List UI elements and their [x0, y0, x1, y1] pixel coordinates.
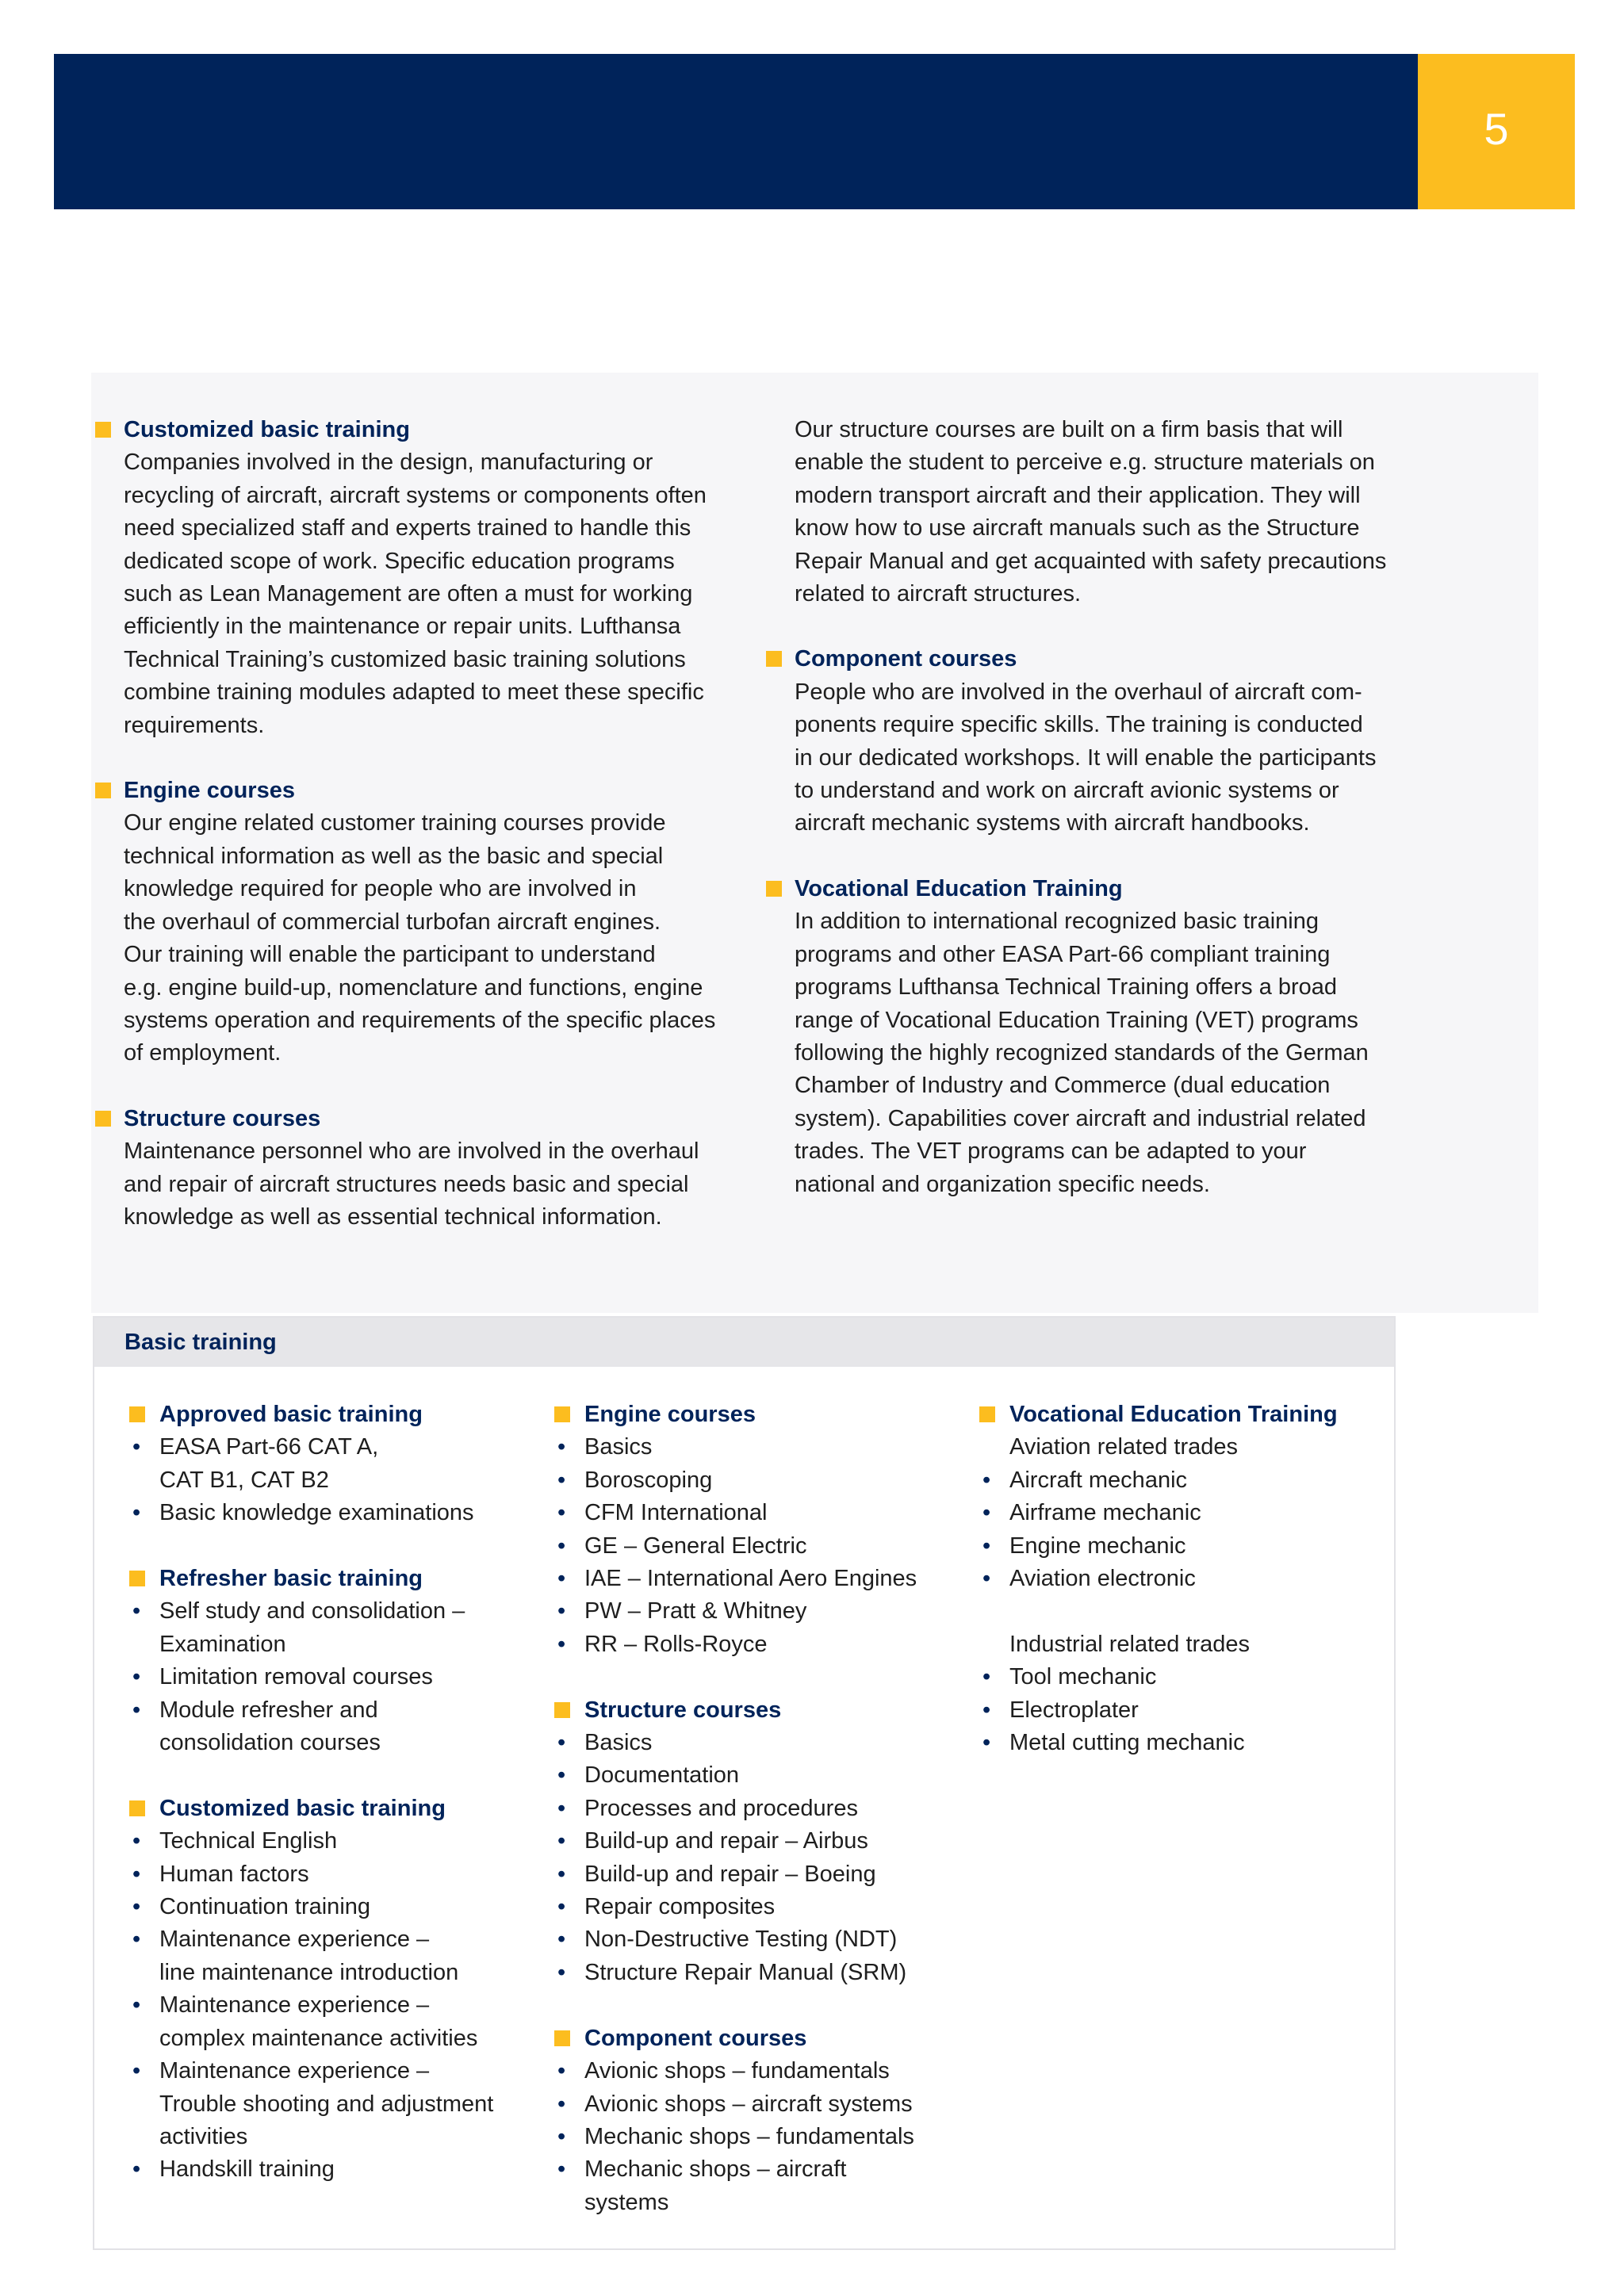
bullet-dot-icon: • [557, 1927, 566, 1953]
body-line: such as Lean Management are often a must for working [124, 581, 693, 607]
square-bullet-icon [554, 1406, 570, 1422]
course-item [978, 1530, 1390, 1563]
course-item-line: Build-up and repair – Boeing [584, 1861, 876, 1887]
section-body [94, 446, 744, 742]
bullet-dot-icon: • [557, 1434, 566, 1460]
course-item [553, 1727, 965, 1759]
body-line: and repair of aircraft structures needs basic and special [124, 1171, 689, 1197]
section-body [94, 1135, 744, 1234]
bullet-dot-icon: • [557, 1959, 566, 1985]
bullet-dot-icon: • [557, 1828, 566, 1854]
body-line: Maintenance personnel who are involved in the overhaul [124, 1138, 699, 1165]
square-bullet-icon [129, 1800, 145, 1816]
body-line: aircraft mechanic systems with aircraft handbooks. [795, 810, 1310, 836]
body-line: know how to use aircraft manuals such as the Structure [795, 515, 1360, 541]
bullet-dot-icon: • [557, 2058, 566, 2084]
course-item-line: Basics [584, 1434, 653, 1460]
course-list [553, 2055, 965, 2219]
course-group-title: Refresher basic training [159, 1566, 423, 1592]
intro-section [94, 1103, 744, 1234]
course-item [553, 1464, 965, 1497]
bullet-dot-icon: • [557, 1861, 566, 1887]
intro-section [94, 414, 744, 742]
course-item-line: GE – General Electric [584, 1533, 807, 1559]
square-bullet-icon [95, 422, 111, 438]
square-bullet-icon [554, 1702, 570, 1718]
course-item-line: EASA Part-66 CAT A, [159, 1434, 379, 1460]
body-line: range of Vocational Education Training (VET) programs [795, 1007, 1358, 1033]
course-item-line: consolidation courses [159, 1730, 381, 1756]
course-item [553, 2055, 965, 2087]
course-item-line: PW – Pratt & Whitney [584, 1598, 807, 1624]
body-line: technical information as well as the basic and special [124, 843, 664, 869]
bullet-dot-icon: • [132, 1861, 141, 1887]
course-item-line: Electroplater [1009, 1697, 1139, 1723]
body-line: programs and other EASA Part-66 compliant training [795, 941, 1331, 967]
basic-training-box [93, 1316, 1396, 2250]
intro-section [94, 775, 744, 1070]
basic-training-title: Basic training [94, 1318, 1394, 1367]
bullet-dot-icon: • [982, 1500, 991, 1526]
course-group-heading [553, 2022, 965, 2055]
course-item-line: activities [159, 2123, 248, 2149]
course-group [128, 1563, 540, 1759]
course-list [553, 1431, 965, 1661]
section-heading [764, 873, 1415, 905]
section-heading [94, 1103, 744, 1135]
body-line: combine training modules adapted to meet these specific [124, 679, 704, 706]
square-bullet-icon [554, 2030, 570, 2046]
bullet-dot-icon: • [557, 1730, 566, 1756]
square-bullet-icon [129, 1571, 145, 1586]
course-group [553, 1399, 965, 1661]
body-line: Technical Training’s customized basic training solutions [124, 646, 686, 672]
bullet-dot-icon: • [557, 1566, 566, 1592]
course-item [553, 1595, 965, 1628]
square-bullet-icon [979, 1406, 995, 1422]
bullet-dot-icon: • [132, 1894, 141, 1920]
aviation-trades-heading: Aviation related trades [1009, 1434, 1239, 1460]
body-line: Our structure courses are built on a firm basis that will [795, 417, 1343, 442]
course-item-line: Trouble shooting and adjustment [159, 2091, 494, 2117]
intro-right-column [764, 414, 1415, 1234]
course-item-line: CAT B1, CAT B2 [159, 1467, 329, 1493]
section-heading [764, 643, 1415, 675]
bullet-dot-icon: • [557, 1631, 566, 1657]
section-heading [94, 414, 744, 446]
bullet-dot-icon: • [982, 1467, 991, 1493]
course-item-line: IAE – International Aero Engines [584, 1566, 917, 1592]
course-item [553, 1957, 965, 1989]
body-line: Companies involved in the design, manufacturing or [124, 450, 653, 476]
bullet-dot-icon: • [982, 1566, 991, 1592]
course-item-line: Human factors [159, 1861, 309, 1887]
course-item [553, 1431, 965, 1464]
course-group [128, 1399, 540, 1530]
course-item-line: Metal cutting mechanic [1009, 1730, 1245, 1756]
course-item [978, 1464, 1390, 1497]
body-line: In addition to international recognized basic training [795, 909, 1319, 935]
bullet-dot-icon: • [132, 1434, 141, 1460]
bullet-dot-icon: • [557, 2123, 566, 2149]
body-line: requirements. [124, 712, 265, 738]
course-item-line: complex maintenance activities [159, 2025, 478, 2051]
course-item [553, 1628, 965, 1661]
body-line: systems operation and requirements of the specific places [124, 1007, 716, 1033]
course-item [553, 1497, 965, 1529]
bullet-dot-icon: • [982, 1533, 991, 1559]
body-line: trades. The VET programs can be adapted to your [795, 1138, 1307, 1165]
basic-training-column-3 [978, 1399, 1390, 1793]
bullet-dot-icon: • [132, 2156, 141, 2183]
course-item-line: Avionic shops – fundamentals [584, 2058, 890, 2084]
course-group-title: Engine courses [584, 1402, 756, 1427]
section-body [764, 676, 1415, 840]
intro-left-column [94, 414, 744, 1266]
bullet-dot-icon: • [557, 1500, 566, 1526]
course-group-heading [128, 1399, 540, 1431]
course-item [128, 1858, 540, 1891]
square-bullet-icon [129, 1406, 145, 1422]
course-item-line: Basics [584, 1730, 653, 1756]
body-line: Our engine related customer training courses provide [124, 810, 666, 836]
course-item-line: Non-Destructive Testing (NDT) [584, 1927, 898, 1953]
course-item-line: Build-up and repair – Airbus [584, 1828, 868, 1854]
basic-training-column-1 [128, 1399, 540, 2219]
bullet-dot-icon: • [557, 1533, 566, 1559]
course-item-line: CFM International [584, 1500, 768, 1526]
page-number-tab [1418, 54, 1575, 209]
bullet-dot-icon: • [557, 1894, 566, 1920]
section-body [764, 414, 1415, 610]
bullet-dot-icon: • [557, 1762, 566, 1789]
course-item [978, 1497, 1390, 1529]
course-item [553, 1858, 965, 1891]
course-item-line: Mechanic shops – fundamentals [584, 2123, 914, 2149]
course-item-line: Airframe mechanic [1009, 1500, 1201, 1526]
body-line: Chamber of Industry and Commerce (dual education [795, 1073, 1331, 1099]
body-line: ponents require specific skills. The training is conducted [795, 712, 1363, 738]
course-item [553, 1793, 965, 1825]
body-line: system). Capabilities cover aircraft and industrial related [795, 1105, 1366, 1131]
course-item-line: Processes and procedures [584, 1795, 858, 1821]
course-item [978, 1563, 1390, 1595]
course-item [128, 1595, 540, 1661]
body-line: of employment. [124, 1040, 282, 1066]
section-title: Component courses [795, 646, 1017, 672]
course-item [553, 1759, 965, 1792]
course-item-line: Documentation [584, 1762, 740, 1789]
course-item-line: Module refresher and [159, 1697, 378, 1723]
body-line: related to aircraft structures. [795, 581, 1082, 607]
course-item [128, 2055, 540, 2153]
course-item-line: systems [584, 2189, 669, 2215]
course-item [553, 1530, 965, 1563]
course-item [128, 1694, 540, 1760]
body-line: efficiently in the maintenance or repair units. Lufthansa [124, 614, 681, 640]
course-item-line: Limitation removal courses [159, 1664, 433, 1690]
section-body [764, 905, 1415, 1201]
section-title: Customized basic training [124, 417, 410, 442]
course-item [553, 1891, 965, 1923]
course-group [978, 1399, 1390, 1759]
section-title: Vocational Education Training [795, 875, 1123, 901]
bullet-dot-icon: • [132, 1664, 141, 1690]
course-item [553, 2121, 965, 2153]
square-bullet-icon [766, 881, 782, 897]
course-item-line: Maintenance experience – [159, 2058, 430, 2084]
course-item-line: Handskill training [159, 2156, 335, 2183]
body-line: dedicated scope of work. Specific education programs [124, 548, 675, 574]
body-line: knowledge required for people who are involved in [124, 876, 637, 902]
course-item-line: Aviation electronic [1009, 1566, 1196, 1592]
course-item [553, 1563, 965, 1595]
course-item-line: Basic knowledge examinations [159, 1500, 474, 1526]
course-item-line: Mechanic shops – aircraft [584, 2156, 847, 2183]
course-item-line: RR – Rolls-Royce [584, 1631, 768, 1657]
bullet-dot-icon: • [982, 1664, 991, 1690]
course-item [128, 1825, 540, 1858]
industrial-trades-list [978, 1661, 1390, 1759]
body-line: need specialized staff and experts trained to handle this [124, 515, 691, 541]
body-line: to understand and work on aircraft avionic systems or [795, 778, 1339, 804]
course-item-line: line maintenance introduction [159, 1959, 459, 1985]
course-group [128, 1793, 540, 2187]
body-line: recycling of aircraft, aircraft systems or components often [124, 482, 707, 508]
body-line: programs Lufthansa Technical Training offers a broad [795, 974, 1338, 1001]
course-group [553, 2022, 965, 2219]
course-group-heading [553, 1694, 965, 1727]
bullet-dot-icon: • [982, 1697, 991, 1723]
course-item [128, 2153, 540, 2186]
course-item [553, 1825, 965, 1858]
bullet-dot-icon: • [132, 1992, 141, 2019]
page-number: 5 [1484, 104, 1509, 154]
bullet-dot-icon: • [132, 1598, 141, 1624]
course-group-title: Structure courses [584, 1697, 782, 1723]
course-item-line: Boroscoping [584, 1467, 713, 1493]
course-list [128, 1431, 540, 1529]
bullet-dot-icon: • [557, 1598, 566, 1624]
body-line: Our training will enable the participant to understand [124, 942, 656, 968]
section-title: Engine courses [124, 778, 295, 804]
course-group [553, 1694, 965, 1990]
course-item-line: Maintenance experience – [159, 1992, 430, 2019]
course-item [128, 1497, 540, 1529]
course-list [553, 1727, 965, 1989]
body-line: following the highly recognized standards of the German [795, 1039, 1369, 1066]
body-line: modern transport aircraft and their application. They will [795, 482, 1361, 508]
section-body [94, 807, 744, 1070]
course-item [128, 1891, 540, 1923]
bullet-dot-icon: • [132, 1927, 141, 1953]
course-group-heading [978, 1399, 1390, 1431]
body-line: People who are involved in the overhaul of aircraft com- [795, 679, 1362, 705]
course-group-title: Approved basic training [159, 1402, 423, 1427]
body-line: e.g. engine build-up, nomenclature and functions, engine [124, 974, 703, 1001]
body-line: enable the student to perceive e.g. structure materials on [795, 450, 1375, 476]
basic-training-column-2 [553, 1399, 965, 2252]
bullet-dot-icon: • [132, 1697, 141, 1723]
course-item [553, 1923, 965, 1956]
course-item-line: Aircraft mechanic [1009, 1467, 1188, 1493]
bullet-dot-icon: • [982, 1730, 991, 1756]
industrial-trades-heading: Industrial related trades [1009, 1631, 1251, 1657]
bullet-dot-icon: • [132, 2058, 141, 2084]
course-item-line: Engine mechanic [1009, 1533, 1186, 1559]
course-list [128, 1595, 540, 1759]
course-group-title: Vocational Education Training [1009, 1402, 1338, 1427]
body-line: Repair Manual and get acquainted with safety precautions [795, 548, 1387, 574]
body-line: knowledge as well as essential technical information. [124, 1203, 662, 1230]
body-line: in our dedicated workshops. It will enable the participants [795, 744, 1377, 771]
course-item-line: Repair composites [584, 1894, 776, 1920]
bullet-dot-icon: • [557, 2156, 566, 2183]
course-group-heading [553, 1399, 965, 1431]
intro-section [764, 873, 1415, 1201]
spacer [978, 1595, 1390, 1628]
intro-section [764, 643, 1415, 840]
aviation-trades-list [978, 1464, 1390, 1596]
course-item [128, 1431, 540, 1497]
course-item [553, 2088, 965, 2121]
header-bar [54, 54, 1418, 209]
course-item [978, 1694, 1390, 1727]
section-heading [94, 775, 744, 807]
course-item-line: Continuation training [159, 1894, 371, 1920]
course-item-line: Self study and consolidation – [159, 1598, 465, 1624]
course-group-heading [128, 1793, 540, 1825]
course-list [128, 1825, 540, 2186]
bullet-dot-icon: • [557, 1467, 566, 1493]
course-item-line: Avionic shops – aircraft systems [584, 2091, 913, 2117]
course-group-title: Customized basic training [159, 1795, 446, 1821]
bullet-dot-icon: • [557, 2091, 566, 2117]
course-item [553, 2153, 965, 2219]
course-item [128, 1661, 540, 1693]
course-item-line: Structure Repair Manual (SRM) [584, 1959, 907, 1985]
structure-courses-continuation [764, 414, 1415, 610]
course-item [978, 1661, 1390, 1693]
course-item [128, 1923, 540, 1989]
bullet-dot-icon: • [557, 1795, 566, 1821]
course-group-heading [128, 1563, 540, 1595]
square-bullet-icon [95, 1111, 111, 1127]
course-item-line: Examination [159, 1631, 286, 1657]
bullet-dot-icon: • [132, 1500, 141, 1526]
square-bullet-icon [766, 651, 782, 667]
course-item-line: Tool mechanic [1009, 1664, 1157, 1690]
course-item [978, 1727, 1390, 1759]
course-item [128, 1989, 540, 2055]
course-group-title: Component courses [584, 2025, 807, 2051]
course-item-line: Maintenance experience – [159, 1927, 430, 1953]
section-title: Structure courses [124, 1105, 321, 1131]
square-bullet-icon [95, 783, 111, 798]
body-line: national and organization specific needs. [795, 1171, 1210, 1197]
body-line: the overhaul of commercial turbofan aircraft engines. [124, 909, 661, 935]
bullet-dot-icon: • [132, 1828, 141, 1854]
course-item-line: Technical English [159, 1828, 338, 1854]
